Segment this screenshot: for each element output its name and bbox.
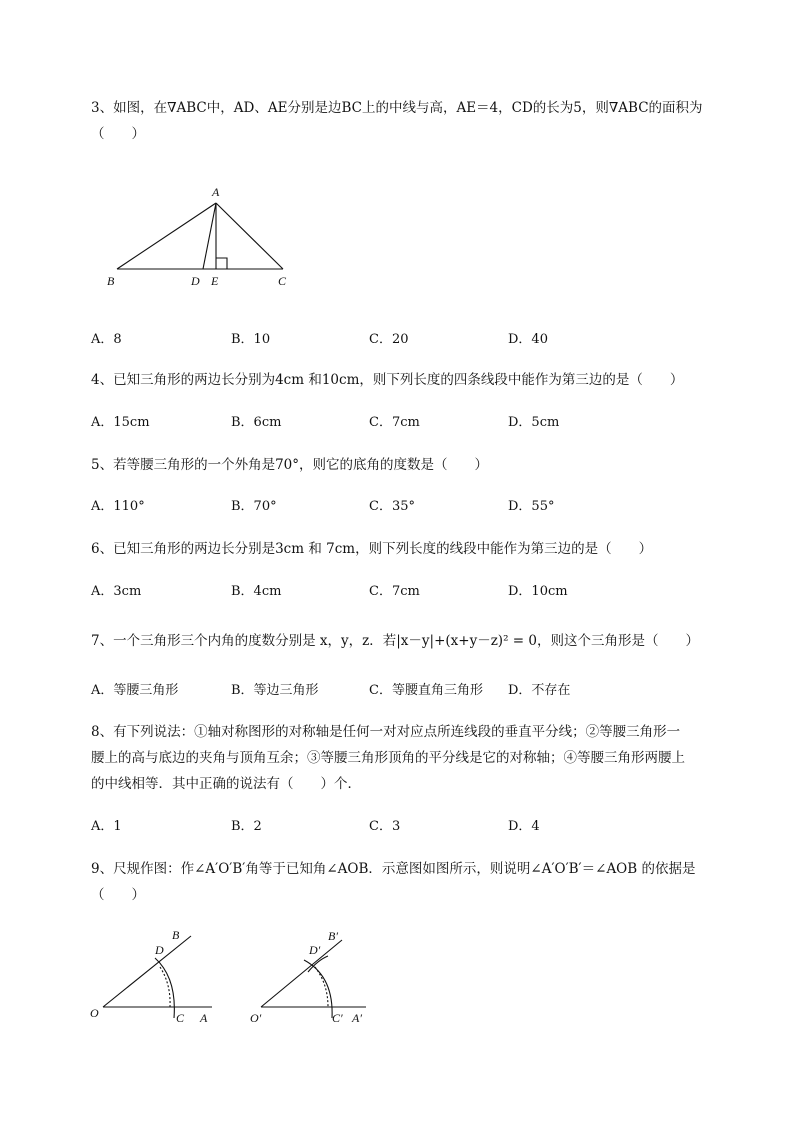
q9-angle-figure-original xyxy=(88,922,218,1032)
q4-option-a[interactable]: A．15cm xyxy=(91,415,150,430)
label-b: B xyxy=(107,274,115,288)
q3-option-a[interactable]: A．8 xyxy=(91,332,122,347)
q5-option-a[interactable]: A．110° xyxy=(91,499,145,514)
q7-option-d[interactable]: D．不存在 xyxy=(508,683,571,698)
q4-option-d[interactable]: D．5cm xyxy=(508,415,560,430)
q9-paren: （ ） xyxy=(91,887,145,903)
q8-option-b[interactable]: B．2 xyxy=(231,819,262,834)
q7-stem: 7、一个三角形三个内角的度数分别是 x，y，z．若|x－y|+(x+y－z)² = 0，则这个三角形是（ ） xyxy=(91,633,699,649)
label-a: A xyxy=(212,185,220,199)
q8-option-c[interactable]: C．3 xyxy=(369,819,401,834)
q8-stem-line2: 腰上的高与底边的夹角与顶角互余；③等腰三角形顶角的平分线是它的对称轴；④等腰三角形两腰上 xyxy=(91,750,685,766)
q4-stem: 4、已知三角形的两边长分别为4cm 和10cm，则下列长度的四条线段中能作为第三边的是（ ） xyxy=(91,372,684,388)
q3-paren: （ ） xyxy=(91,126,145,142)
q7-option-b[interactable]: B．等边三角形 xyxy=(231,683,319,698)
label-a-prime: A′ xyxy=(352,1011,362,1025)
q5-option-d[interactable]: D．55° xyxy=(508,499,555,514)
q5-option-b[interactable]: B．70° xyxy=(231,499,277,514)
label-c: C xyxy=(278,274,287,288)
q7-option-a[interactable]: A．等腰三角形 xyxy=(91,683,179,698)
label-e: E xyxy=(211,274,219,288)
q6-option-c[interactable]: C．7cm xyxy=(369,584,420,599)
label-c: C xyxy=(176,1011,185,1025)
q5-option-c[interactable]: C．35° xyxy=(369,499,415,514)
q8-stem-line1: 8、有下列说法：①轴对称图形的对称轴是任何一对对应点所连线段的垂直平分线；②等腰三角形一 xyxy=(91,724,681,740)
q9-stem: 9、尺规作图：作∠A′O′B′角等于已知角∠AOB．示意图如图所示，则说明∠A′O′B′＝∠AOB 的依据是 xyxy=(91,861,696,877)
q6-option-d[interactable]: D．10cm xyxy=(508,584,568,599)
label-b-prime: B′ xyxy=(328,929,338,943)
q9-angle-figure-copy xyxy=(246,922,386,1032)
q8-stem-line3: 的中线相等．其中正确的说法有（ ）个． xyxy=(91,776,361,792)
q7-option-c[interactable]: C．等腰直角三角形 xyxy=(369,683,483,698)
q3-stem: 3、如图，在∇ABC中，AD、AE分别是边BC上的中线与高，AE＝4，CD的长为5，则∇ABC的面积为 xyxy=(91,100,703,116)
label-d-prime: D′ xyxy=(309,943,321,957)
q3-option-b[interactable]: B．10 xyxy=(231,332,271,347)
label-o-prime: O′ xyxy=(250,1011,262,1025)
q3-option-d[interactable]: D．40 xyxy=(508,332,548,347)
label-b: B xyxy=(172,928,180,942)
q8-option-a[interactable]: A．1 xyxy=(91,819,122,834)
q6-option-b[interactable]: B．4cm xyxy=(231,584,282,599)
label-d: D xyxy=(155,943,164,957)
label-c-prime: C′ xyxy=(332,1011,343,1025)
label-d: D xyxy=(191,274,200,288)
q8-option-d[interactable]: D．4 xyxy=(508,819,540,834)
q3-triangle-figure xyxy=(100,182,300,294)
q4-option-b[interactable]: B．6cm xyxy=(231,415,282,430)
q3-option-c[interactable]: C．20 xyxy=(369,332,409,347)
q4-option-c[interactable]: C．7cm xyxy=(369,415,420,430)
q6-stem: 6、已知三角形的两边长分别是3cm 和 7cm，则下列长度的线段中能作为第三边的是（ ） xyxy=(91,541,653,557)
label-a: A xyxy=(200,1011,208,1025)
q5-stem: 5、若等腰三角形的一个外角是70°，则它的底角的度数是（ ） xyxy=(91,457,489,473)
label-o: O xyxy=(90,1006,99,1020)
q6-option-a[interactable]: A．3cm xyxy=(91,584,142,599)
